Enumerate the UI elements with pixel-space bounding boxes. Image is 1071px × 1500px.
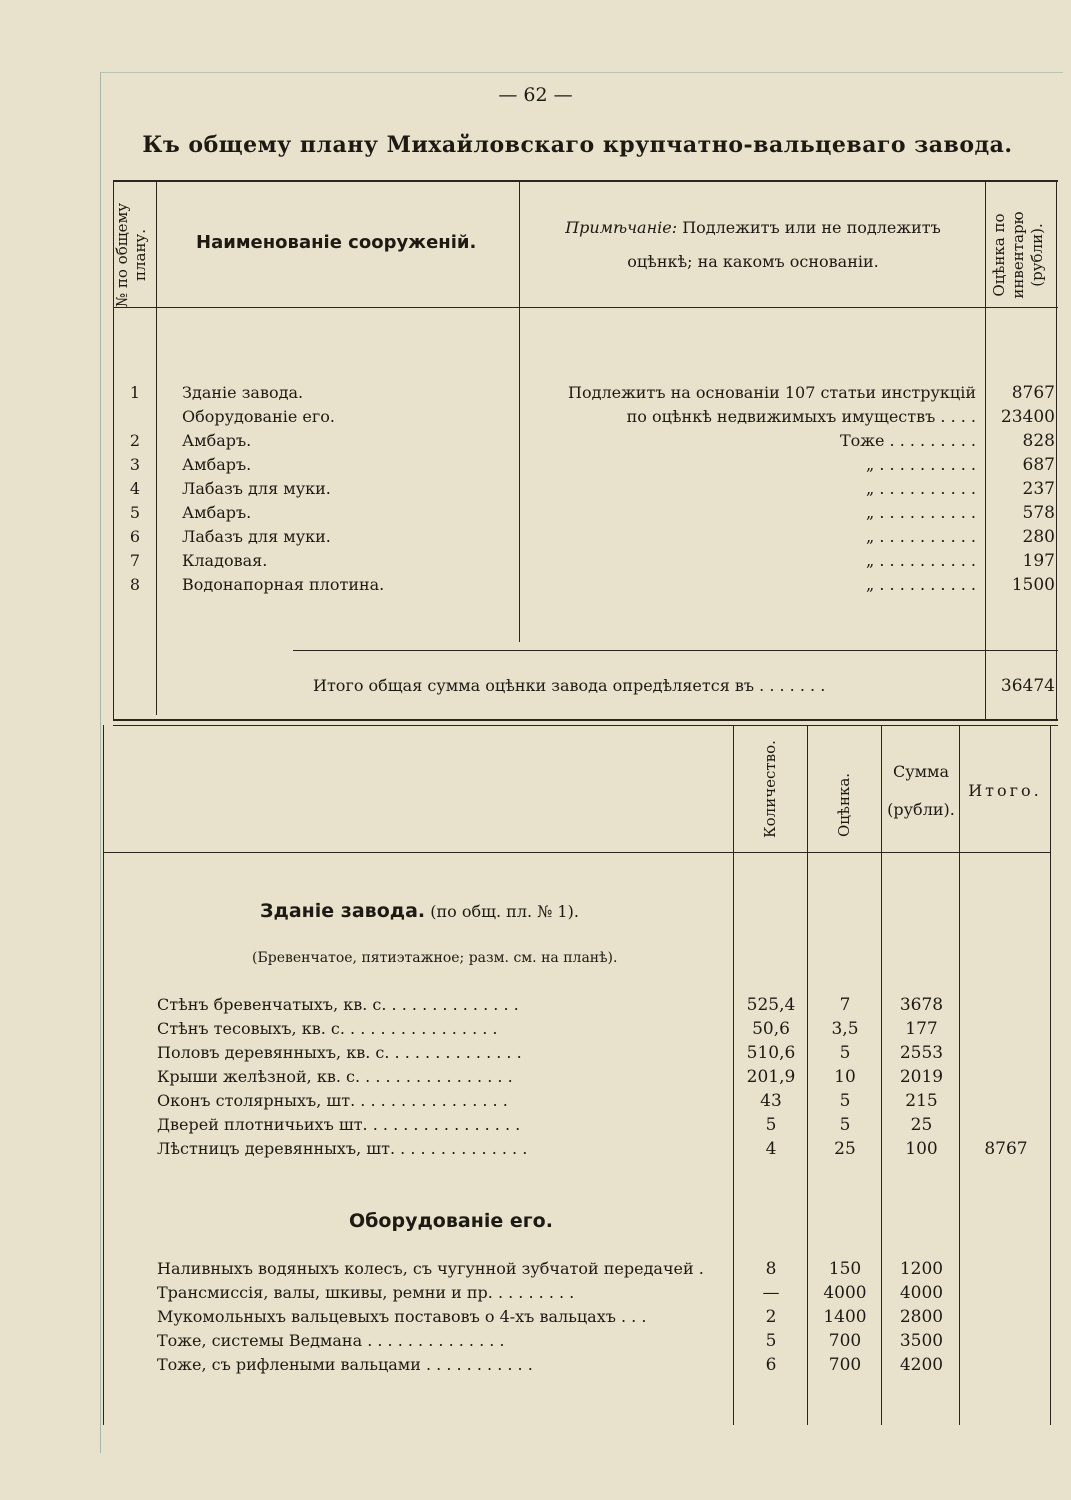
total-label: Итого общая сумма оцѣнки завода опредѣляется въ . . . . . . . — [313, 676, 826, 695]
row-plan-number: 4 — [129, 479, 141, 498]
row-note: по оцѣнкѣ недвижимыхъ имуществъ . . . . — [626, 407, 976, 426]
row-value: 23400 — [1000, 407, 1055, 427]
item-sum: 2019 — [899, 1067, 944, 1087]
row-structure-name: Оборудованіе его. — [182, 407, 335, 426]
item-quantity: 50,6 — [752, 1019, 790, 1039]
item-quantity: 2 — [765, 1307, 777, 1327]
section-equipment-heading: Оборудованіе его. — [349, 1210, 553, 1232]
header-plan-number: № по общему плану. — [113, 202, 149, 308]
item-quantity: 510,6 — [746, 1043, 796, 1063]
row-value: 578 — [1022, 503, 1055, 523]
item-rate: 7 — [839, 995, 851, 1015]
page-number: — 62 — — [498, 84, 573, 106]
header-total: Итого. — [968, 781, 1042, 800]
row-structure-name: Лабазъ для муки. — [182, 479, 331, 498]
item-rate: 700 — [828, 1331, 862, 1351]
row-value: 8767 — [1011, 383, 1055, 403]
row-plan-number: 7 — [129, 551, 141, 570]
item-total: 8767 — [984, 1139, 1028, 1159]
item-name: Крыши желѣзной, кв. с. . . . . . . . . . . . . . . . — [157, 1067, 513, 1086]
item-rate: 3,5 — [831, 1019, 859, 1039]
header-rate: Оцѣнка. — [835, 772, 853, 838]
row-value: 280 — [1022, 527, 1055, 547]
item-sum: 177 — [905, 1019, 938, 1039]
row-plan-number: 6 — [129, 527, 141, 546]
header-structure-name: Наименованіе сооруженій. — [196, 232, 477, 253]
item-name: Тоже, съ рифлеными вальцами . . . . . . . . . . . — [157, 1355, 533, 1374]
row-plan-number: 1 — [129, 383, 141, 402]
item-sum: 3500 — [899, 1331, 944, 1351]
row-structure-name: Зданіе завода. — [182, 383, 304, 402]
total-value: 36474 — [1000, 676, 1055, 696]
item-rate: 700 — [828, 1355, 862, 1375]
item-quantity: 43 — [760, 1091, 782, 1111]
row-note: „ . . . . . . . . . . — [865, 503, 976, 522]
item-rate: 5 — [839, 1043, 851, 1063]
item-rate: 4000 — [823, 1283, 867, 1303]
section-building-heading: Зданіе завода. (по общ. пл. № 1). — [260, 900, 579, 922]
row-note: Подлежитъ на основаніи 107 статьи инструкцій — [568, 383, 976, 402]
row-value: 687 — [1022, 455, 1055, 475]
item-rate: 1400 — [823, 1307, 867, 1327]
item-rate: 150 — [828, 1259, 862, 1279]
row-note: „ . . . . . . . . . . — [865, 527, 976, 546]
row-value: 828 — [1022, 431, 1055, 451]
row-value: 1500 — [1011, 575, 1055, 595]
header-sum-unit: (рубли). — [887, 800, 955, 819]
item-rate: 10 — [834, 1067, 856, 1087]
item-name: Половъ деревянныхъ, кв. с. . . . . . . . . . . . . . — [157, 1043, 522, 1062]
item-sum: 2800 — [899, 1307, 944, 1327]
item-quantity: — — [762, 1283, 780, 1303]
row-structure-name: Амбаръ. — [182, 431, 252, 450]
item-quantity: 8 — [765, 1259, 777, 1279]
item-name: Стѣнъ бревенчатыхъ, кв. с. . . . . . . . . . . . . . — [157, 995, 519, 1014]
row-value: 237 — [1022, 479, 1055, 499]
item-name: Дверей плотничьихъ шт. . . . . . . . . . . . . . . . — [157, 1115, 521, 1134]
row-plan-number: 8 — [129, 575, 141, 594]
row-structure-name: Лабазъ для муки. — [182, 527, 331, 546]
row-note: „ . . . . . . . . . . — [865, 455, 976, 474]
item-name: Стѣнъ тесовыхъ, кв. с. . . . . . . . . . . . . . . . — [157, 1019, 498, 1038]
item-name: Лѣстницъ деревянныхъ, шт. . . . . . . . . . . . . . — [157, 1139, 528, 1158]
item-name: Оконъ столярныхъ, шт. . . . . . . . . . . . . . . . — [157, 1091, 508, 1110]
row-note: „ . . . . . . . . . . — [865, 575, 976, 594]
item-name: Тоже, системы Ведмана . . . . . . . . . . . . . . — [157, 1331, 505, 1350]
row-structure-name: Амбаръ. — [182, 455, 252, 474]
row-note: Тоже . . . . . . . . . — [839, 431, 976, 450]
header-note-line2: оцѣнкѣ; на какомъ основаніи. — [627, 252, 879, 271]
item-rate: 5 — [839, 1115, 851, 1135]
page-title: Къ общему плану Михайловскаго крупчатно-вальцеваго завода. — [142, 132, 1013, 158]
item-quantity: 201,9 — [746, 1067, 796, 1087]
item-sum: 4200 — [899, 1355, 944, 1375]
row-plan-number: 2 — [129, 431, 141, 450]
item-sum: 1200 — [899, 1259, 944, 1279]
row-note: „ . . . . . . . . . . — [865, 551, 976, 570]
item-quantity: 6 — [765, 1355, 777, 1375]
header-value: Оцѣнка по инвентарю (рубли). — [990, 211, 1046, 299]
header-sum: Сумма — [892, 762, 950, 781]
row-plan-number: 3 — [129, 455, 141, 474]
item-name: Мукомольныхъ вальцевыхъ поставовъ о 4-хъ вальцахъ . . . — [157, 1307, 647, 1326]
row-value: 197 — [1022, 551, 1055, 571]
header-quantity: Количество. — [761, 740, 779, 838]
row-note: „ . . . . . . . . . . — [865, 479, 976, 498]
row-structure-name: Водонапорная плотина. — [182, 575, 385, 594]
item-rate: 5 — [839, 1091, 851, 1111]
item-sum: 2553 — [899, 1043, 944, 1063]
item-rate: 25 — [834, 1139, 856, 1159]
row-structure-name: Кладовая. — [182, 551, 268, 570]
item-quantity: 525,4 — [746, 995, 796, 1015]
item-sum: 100 — [905, 1139, 938, 1159]
item-sum: 3678 — [899, 995, 944, 1015]
item-sum: 4000 — [899, 1283, 944, 1303]
row-structure-name: Амбаръ. — [182, 503, 252, 522]
item-quantity: 5 — [765, 1331, 777, 1351]
item-sum: 25 — [910, 1115, 933, 1135]
row-plan-number: 5 — [129, 503, 141, 522]
item-name: Трансмиссія, валы, шкивы, ремни и пр. . . . . . . . . — [157, 1283, 575, 1302]
header-note: Примѣчаніе: Подлежитъ или не подлежитъ — [565, 218, 941, 237]
item-name: Наливныхъ водяныхъ колесъ, съ чугунной зубчатой передачей . — [157, 1259, 704, 1278]
section-building-subheading: (Бревенчатое, пятиэтажное; разм. см. на планѣ). — [252, 950, 618, 966]
item-quantity: 5 — [765, 1115, 777, 1135]
item-sum: 215 — [905, 1091, 938, 1111]
item-quantity: 4 — [765, 1139, 777, 1159]
